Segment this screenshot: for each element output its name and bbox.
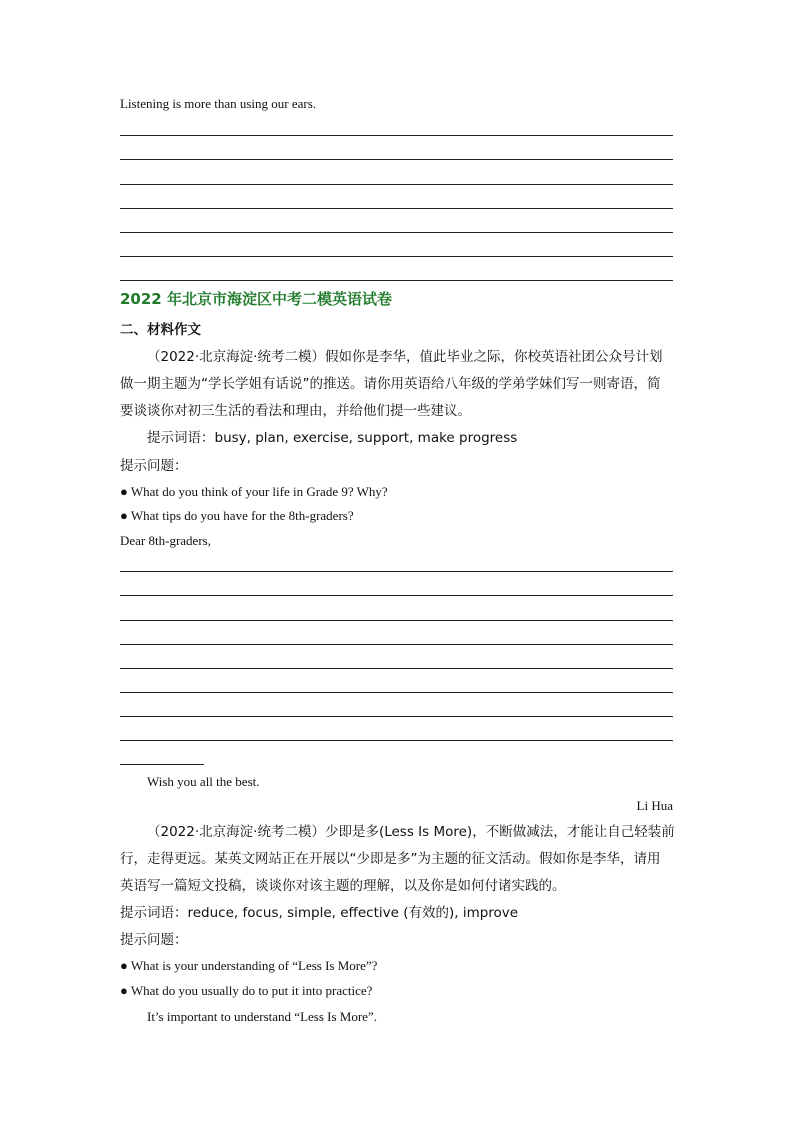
writing-line [120, 135, 673, 136]
salutation: Dear 8th-graders, [120, 533, 211, 548]
writing-line [120, 595, 673, 596]
writing-line [120, 208, 673, 209]
task1-question-1: ● What do you think of your life in Grade 9? Why? [120, 484, 388, 499]
task2-opening: It’s important to understand “Less Is More”. [147, 1009, 377, 1024]
task1-hint-words: 提示词语：busy, plan, exercise, support, make progress [147, 430, 518, 446]
writing-line [120, 644, 673, 645]
section-title: 2022 年北京市海淀区中考二模英语试卷 [120, 290, 392, 308]
task1-paragraph-line: （2022·北京海淀·统考二模）假如你是李华，值此毕业之际，你校英语社团公众号计划 [147, 349, 663, 365]
writing-line [120, 571, 673, 572]
task1-paragraph-line: 做一期主题为“学长学姐有话说”的推送。请你用英语给八年级的学弟学妹们写一则寄语，简 [120, 376, 661, 392]
writing-line [120, 159, 673, 160]
task2-paragraph-line: 英语写一篇短文投稿，谈谈你对该主题的理解，以及你是如何付诸实践的。 [120, 878, 566, 894]
writing-line [120, 620, 673, 621]
task2-paragraph-line: （2022·北京海淀·统考二模）少即是多(Less Is More)，不断做减法，才能让自己轻装前 [147, 824, 675, 840]
task1-hint-questions-label: 提示问题： [120, 458, 188, 474]
writing-line [120, 740, 673, 741]
writing-line [120, 256, 673, 257]
writing-line [120, 184, 673, 185]
writing-line [120, 280, 673, 281]
prompt-line: Listening is more than using our ears. [120, 96, 317, 111]
writing-line [120, 232, 673, 233]
task2-hint-words: 提示词语：reduce, focus, simple, effective (有效的), improve [120, 905, 519, 921]
writing-line [120, 692, 673, 693]
task1-paragraph-line: 要谈谈你对初三生活的看法和理由，并给他们提一些建议。 [120, 403, 471, 419]
section-heading: 二、材料作文 [120, 322, 201, 338]
signature: Li Hua [636, 798, 673, 813]
task1-question-2: ● What tips do you have for the 8th-graders? [120, 508, 354, 523]
writing-line [120, 668, 673, 669]
task2-hint-questions-label: 提示问题： [120, 932, 188, 948]
closing: Wish you all the best. [147, 774, 260, 789]
writing-line-short [120, 764, 204, 765]
task2-question-2: ● What do you usually do to put it into practice? [120, 983, 373, 998]
task2-paragraph-line: 行，走得更远。某英文网站正在开展以“少即是多”为主题的征文活动。假如你是李华，请用 [120, 851, 661, 867]
writing-line [120, 716, 673, 717]
task2-question-1: ● What is your understanding of “Less Is More”? [120, 958, 378, 973]
